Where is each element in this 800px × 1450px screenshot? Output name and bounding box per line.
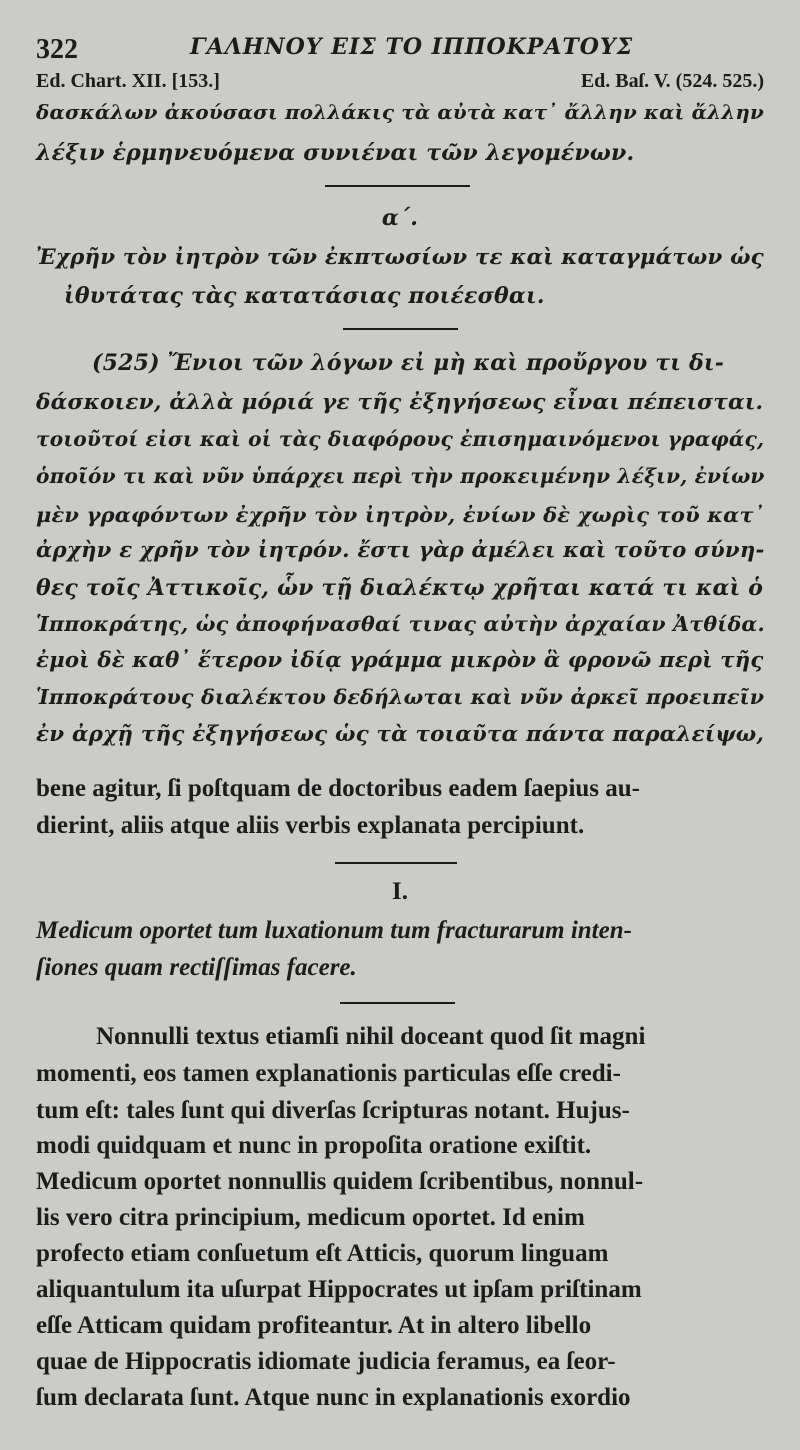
greek-commentary-line: δάσκοιεν, ἀλλὰ μόριά γε τῆς ἐξηγήσεως εἶναι πέπεισται. xyxy=(36,390,764,415)
edition-reference-row xyxy=(36,70,764,93)
latin-aphorism-line: ſiones quam rectiſſimas facere. xyxy=(36,954,357,981)
divider-rule xyxy=(335,862,457,864)
latin-intro-line: bene agitur, ſi poſtquam de doctoribus eadem ſaepius au- xyxy=(36,775,641,802)
greek-commentary-line: (525) Ἔνιοι τῶν λόγων εἰ μὴ καὶ προὔργου τι δι- xyxy=(92,350,725,376)
greek-commentary-line: ἀρχὴν ε χρῆν τὸν ἰητρόν. ἔστι γὰρ ἀμέλει καὶ τοῦτο σύνη- xyxy=(36,538,765,563)
latin-commentary-line: lis vero citra principium, medicum oportet. Id enim xyxy=(36,1204,585,1231)
greek-commentary-line: Ἱπποκράτης, ὡς ἀποφήνασθαί τινας αὐτὴν ἀρχαίαν Ἀτθίδα. xyxy=(36,612,765,636)
latin-commentary-line: aliquantulum ita uſurpat Hippocrates ut ipſam priſtinam xyxy=(36,1276,642,1303)
greek-commentary-line: μὲν γραφόντων ἐχρῆν τὸν ἰητρὸν, ἐνίων δὲ χωρὶς τοῦ κατ᾽ xyxy=(36,502,765,527)
latin-commentary-line: eſſe Atticam quidam profiteantur. At in altero libello xyxy=(36,1312,592,1339)
running-title: ΓΑΛΗΝΟΥ ΕΙΣ ΤΟ ΙΠΠΟΚΡΑΤΟΥΣ xyxy=(190,34,634,60)
greek-commentary-line: τοιοῦτοί εἰσι καὶ οἱ τὰς διαφόρους ἐπισημαινόμενοι γραφάς, xyxy=(36,427,765,451)
page-number: 322 xyxy=(36,34,78,65)
greek-commentary-line: ἐμοὶ δὲ καθ᾽ ἕτερον ἰδίᾳ γράμμα μικρὸν ἃ φρονῶ περὶ τῆς xyxy=(36,648,764,673)
latin-commentary-line: tum eſt: tales ſunt qui diverſas ſcripturas notant. Hujus- xyxy=(36,1097,630,1124)
greek-aphorism-line: ἰθυτάτας τὰς κατατάσιας ποιέεσθαι. xyxy=(64,283,545,309)
latin-commentary-line: profecto etiam conſuetum eſt Atticis, quorum linguam xyxy=(36,1240,609,1267)
edition-left: Ed. Chart. XII. [153.] xyxy=(36,70,220,92)
greek-section-number: α΄. xyxy=(381,205,419,231)
greek-aphorism-line: Ἐχρῆν τὸν ἰητρὸν τῶν ἐκπτωσίων τε καὶ καταγμάτων ὡς xyxy=(36,245,764,270)
edition-right: Ed. Baſ. V. (524. 525.) xyxy=(580,70,764,92)
latin-commentary-line: modi quidquam et nunc in propoſita oratione exiſtit. xyxy=(36,1132,592,1159)
greek-commentary-line: Ἱπποκράτους διαλέκτου δεδήλωται καὶ νῦν ἀρκεῖ προειπεῖν xyxy=(36,685,765,709)
latin-intro-line: dierint, aliis atque aliis verbis explanata percipiunt. xyxy=(36,812,585,839)
latin-commentary-line: Nonnulli textus etiamſi nihil doceant quod ſit magni xyxy=(96,1023,646,1050)
latin-commentary-line: ſum declarata ſunt. Atque nunc in explanationis exordio xyxy=(36,1384,631,1411)
latin-section-number: I. xyxy=(392,878,408,905)
latin-aphorism-line: Medicum oportet tum luxationum tum fracturarum inten- xyxy=(36,917,632,944)
divider-rule xyxy=(325,185,470,187)
greek-intro-line: λέξιν ἑρμηνευόμενα συνιέναι τῶν λεγομένων. xyxy=(36,140,635,166)
latin-commentary-line: Medicum oportet nonnullis quidem ſcribentibus, nonnul- xyxy=(36,1168,644,1195)
latin-commentary-line: quae de Hippocratis idiomate judicia feramus, ea ſeor- xyxy=(36,1348,616,1375)
latin-commentary-line: momenti, eos tamen explanationis particulas eſſe credi- xyxy=(36,1060,621,1087)
divider-rule xyxy=(343,328,458,330)
greek-commentary-line: ὁποῖόν τι καὶ νῦν ὑπάρχει περὶ τὴν προκειμένην λέξιν, ἐνίων xyxy=(36,464,765,488)
divider-rule xyxy=(340,1002,455,1004)
greek-intro-line: δασκάλων ἀκούσασι πολλάκις τὰ αὐτὰ κατ᾽ ἄλλην καὶ ἄλλην xyxy=(36,100,764,124)
greek-commentary-line: ἐν ἀρχῇ τῆς ἐξηγήσεως ὡς τὰ τοιαῦτα πάντα παραλείψω, xyxy=(36,722,765,747)
greek-commentary-line: θες τοῖς Ἀττικοῖς, ὧν τῇ διαλέκτῳ χρῆται κατά τι καὶ ὁ xyxy=(36,575,764,601)
